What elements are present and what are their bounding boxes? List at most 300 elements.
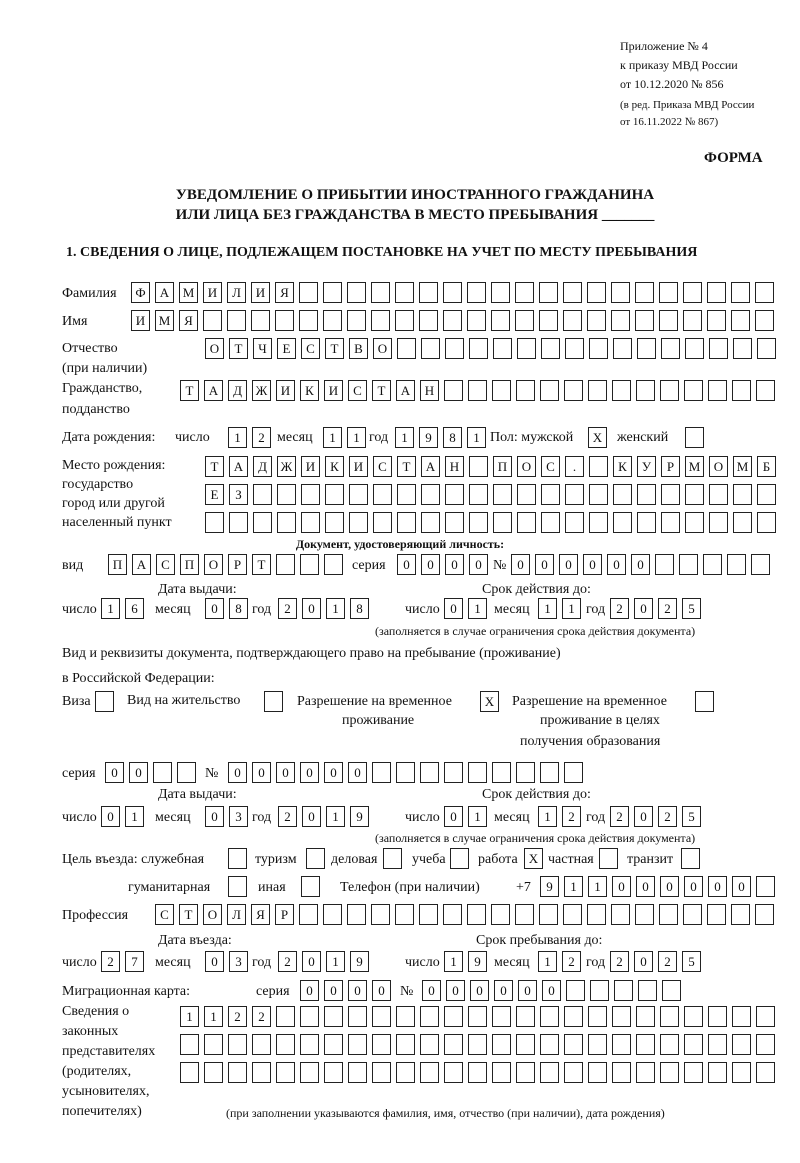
char-cell[interactable]: 0 — [446, 980, 465, 1001]
char-cell[interactable]: Т — [205, 456, 224, 477]
char-cell[interactable] — [563, 310, 582, 331]
id-valid-year-field[interactable] — [610, 598, 706, 619]
char-cell[interactable] — [469, 338, 488, 359]
birth-day-field[interactable] — [228, 427, 276, 448]
char-cell[interactable] — [731, 282, 750, 303]
char-cell[interactable] — [709, 484, 728, 505]
char-cell[interactable]: 0 — [518, 980, 537, 1001]
char-cell[interactable] — [732, 1006, 751, 1027]
char-cell[interactable] — [516, 1062, 535, 1083]
char-cell[interactable] — [299, 310, 318, 331]
char-cell[interactable] — [180, 1034, 199, 1055]
char-cell[interactable] — [703, 554, 722, 575]
char-cell[interactable]: 0 — [636, 876, 655, 897]
char-cell[interactable] — [588, 1062, 607, 1083]
char-cell[interactable]: О — [203, 904, 222, 925]
char-cell[interactable] — [301, 876, 320, 897]
char-cell[interactable] — [517, 512, 536, 533]
char-cell[interactable] — [300, 554, 319, 575]
sex-male-checkbox[interactable] — [588, 427, 612, 448]
char-cell[interactable]: К — [300, 380, 319, 401]
char-cell[interactable] — [587, 310, 606, 331]
char-cell[interactable] — [660, 1006, 679, 1027]
char-cell[interactable]: 9 — [350, 951, 369, 972]
char-cell[interactable]: 1 — [323, 427, 342, 448]
stay-month-field[interactable] — [538, 951, 586, 972]
char-cell[interactable]: З — [229, 484, 248, 505]
char-cell[interactable] — [228, 848, 247, 869]
char-cell[interactable]: 0 — [300, 980, 319, 1001]
char-cell[interactable]: 0 — [105, 762, 124, 783]
char-cell[interactable] — [516, 380, 535, 401]
char-cell[interactable] — [421, 512, 440, 533]
char-cell[interactable]: 0 — [372, 980, 391, 1001]
char-cell[interactable]: 1 — [204, 1006, 223, 1027]
char-cell[interactable] — [566, 980, 585, 1001]
char-cell[interactable] — [613, 484, 632, 505]
char-cell[interactable] — [397, 512, 416, 533]
char-cell[interactable] — [253, 484, 272, 505]
char-cell[interactable] — [541, 512, 560, 533]
right-valid-month-field[interactable] — [538, 806, 586, 827]
char-cell[interactable] — [708, 1006, 727, 1027]
char-cell[interactable]: 1 — [125, 806, 144, 827]
char-cell[interactable] — [755, 282, 774, 303]
char-cell[interactable] — [492, 1006, 511, 1027]
char-cell[interactable]: С — [541, 456, 560, 477]
char-cell[interactable] — [637, 512, 656, 533]
char-cell[interactable]: К — [613, 456, 632, 477]
char-cell[interactable] — [589, 484, 608, 505]
char-cell[interactable] — [204, 1034, 223, 1055]
char-cell[interactable] — [708, 1062, 727, 1083]
char-cell[interactable] — [444, 380, 463, 401]
char-cell[interactable]: 1 — [588, 876, 607, 897]
char-cell[interactable] — [751, 554, 770, 575]
char-cell[interactable] — [684, 1062, 703, 1083]
char-cell[interactable] — [348, 1062, 367, 1083]
char-cell[interactable] — [468, 1034, 487, 1055]
char-cell[interactable]: 5 — [682, 806, 701, 827]
char-cell[interactable]: 0 — [469, 554, 488, 575]
char-cell[interactable]: Н — [420, 380, 439, 401]
char-cell[interactable]: 0 — [324, 980, 343, 1001]
mc-series-field[interactable] — [300, 980, 396, 1001]
char-cell[interactable]: 1 — [326, 598, 345, 619]
char-cell[interactable]: А — [396, 380, 415, 401]
char-cell[interactable]: 0 — [252, 762, 271, 783]
char-cell[interactable] — [228, 1062, 247, 1083]
char-cell[interactable]: Я — [275, 282, 294, 303]
char-cell[interactable] — [588, 1034, 607, 1055]
char-cell[interactable]: Л — [227, 904, 246, 925]
char-cell[interactable] — [443, 904, 462, 925]
char-cell[interactable]: 0 — [421, 554, 440, 575]
char-cell[interactable] — [587, 282, 606, 303]
right-issue-year-field[interactable] — [278, 806, 374, 827]
char-cell[interactable] — [660, 1062, 679, 1083]
char-cell[interactable]: X — [480, 691, 499, 712]
char-cell[interactable] — [228, 876, 247, 897]
char-cell[interactable] — [612, 1034, 631, 1055]
char-cell[interactable] — [203, 310, 222, 331]
char-cell[interactable] — [420, 1062, 439, 1083]
char-cell[interactable] — [516, 1006, 535, 1027]
char-cell[interactable]: 1 — [538, 806, 557, 827]
char-cell[interactable] — [588, 1006, 607, 1027]
stay-year-field[interactable] — [610, 951, 706, 972]
residence-permit-checkbox[interactable] — [264, 691, 288, 712]
char-cell[interactable]: С — [155, 904, 174, 925]
char-cell[interactable] — [492, 762, 511, 783]
char-cell[interactable]: 0 — [511, 554, 530, 575]
char-cell[interactable] — [277, 512, 296, 533]
char-cell[interactable] — [348, 1034, 367, 1055]
char-cell[interactable]: . — [565, 456, 584, 477]
char-cell[interactable]: М — [179, 282, 198, 303]
char-cell[interactable]: 3 — [229, 806, 248, 827]
char-cell[interactable] — [661, 338, 680, 359]
char-cell[interactable]: Ф — [131, 282, 150, 303]
char-cell[interactable]: 0 — [660, 876, 679, 897]
char-cell[interactable]: 0 — [101, 806, 120, 827]
char-cell[interactable]: И — [349, 456, 368, 477]
char-cell[interactable] — [563, 904, 582, 925]
char-cell[interactable] — [564, 380, 583, 401]
char-cell[interactable]: 0 — [634, 951, 653, 972]
char-cell[interactable] — [636, 1006, 655, 1027]
char-cell[interactable] — [300, 1034, 319, 1055]
char-cell[interactable] — [468, 762, 487, 783]
char-cell[interactable]: 2 — [610, 598, 629, 619]
char-cell[interactable] — [467, 904, 486, 925]
char-cell[interactable]: М — [685, 456, 704, 477]
char-cell[interactable]: О — [373, 338, 392, 359]
char-cell[interactable] — [517, 338, 536, 359]
char-cell[interactable] — [420, 1006, 439, 1027]
char-cell[interactable] — [299, 904, 318, 925]
char-cell[interactable]: И — [324, 380, 343, 401]
char-cell[interactable] — [635, 904, 654, 925]
char-cell[interactable] — [493, 484, 512, 505]
char-cell[interactable] — [637, 338, 656, 359]
id-valid-day-field[interactable] — [444, 598, 492, 619]
char-cell[interactable] — [757, 512, 776, 533]
char-cell[interactable]: 2 — [562, 806, 581, 827]
char-cell[interactable]: Я — [251, 904, 270, 925]
char-cell[interactable] — [372, 1006, 391, 1027]
char-cell[interactable] — [445, 338, 464, 359]
char-cell[interactable] — [383, 848, 402, 869]
char-cell[interactable] — [395, 310, 414, 331]
char-cell[interactable]: 2 — [101, 951, 120, 972]
char-cell[interactable]: 8 — [229, 598, 248, 619]
char-cell[interactable] — [636, 1034, 655, 1055]
char-cell[interactable] — [731, 904, 750, 925]
char-cell[interactable] — [396, 1034, 415, 1055]
char-cell[interactable] — [660, 380, 679, 401]
char-cell[interactable] — [709, 512, 728, 533]
edu-permit-checkbox[interactable] — [695, 691, 719, 712]
char-cell[interactable]: 2 — [278, 598, 297, 619]
char-cell[interactable]: 0 — [631, 554, 650, 575]
char-cell[interactable] — [515, 904, 534, 925]
surname-field[interactable] — [131, 282, 779, 303]
char-cell[interactable]: 0 — [422, 980, 441, 1001]
char-cell[interactable]: 0 — [542, 980, 561, 1001]
char-cell[interactable] — [468, 1062, 487, 1083]
patronymic-field[interactable] — [205, 338, 781, 359]
char-cell[interactable] — [443, 310, 462, 331]
reps-field-row2[interactable] — [180, 1034, 780, 1055]
char-cell[interactable]: 1 — [467, 427, 486, 448]
char-cell[interactable] — [732, 1034, 751, 1055]
char-cell[interactable] — [708, 1034, 727, 1055]
char-cell[interactable] — [661, 484, 680, 505]
char-cell[interactable] — [372, 1034, 391, 1055]
char-cell[interactable] — [276, 554, 295, 575]
char-cell[interactable]: А — [155, 282, 174, 303]
char-cell[interactable] — [611, 282, 630, 303]
char-cell[interactable]: Ч — [253, 338, 272, 359]
char-cell[interactable] — [421, 338, 440, 359]
char-cell[interactable] — [661, 512, 680, 533]
char-cell[interactable] — [468, 1006, 487, 1027]
char-cell[interactable] — [563, 282, 582, 303]
char-cell[interactable] — [469, 512, 488, 533]
char-cell[interactable]: Р — [228, 554, 247, 575]
char-cell[interactable] — [612, 380, 631, 401]
char-cell[interactable]: 0 — [205, 598, 224, 619]
char-cell[interactable] — [373, 512, 392, 533]
char-cell[interactable]: 0 — [684, 876, 703, 897]
char-cell[interactable]: 1 — [326, 806, 345, 827]
char-cell[interactable]: 0 — [129, 762, 148, 783]
char-cell[interactable] — [756, 380, 775, 401]
char-cell[interactable] — [589, 456, 608, 477]
char-cell[interactable]: Р — [275, 904, 294, 925]
phone-field[interactable] — [540, 876, 780, 897]
char-cell[interactable]: 2 — [658, 598, 677, 619]
char-cell[interactable]: Т — [397, 456, 416, 477]
char-cell[interactable] — [733, 338, 752, 359]
char-cell[interactable] — [419, 310, 438, 331]
char-cell[interactable] — [708, 380, 727, 401]
char-cell[interactable] — [684, 1006, 703, 1027]
char-cell[interactable]: В — [349, 338, 368, 359]
char-cell[interactable]: 2 — [252, 1006, 271, 1027]
char-cell[interactable]: 0 — [300, 762, 319, 783]
char-cell[interactable] — [299, 282, 318, 303]
char-cell[interactable]: И — [251, 282, 270, 303]
char-cell[interactable]: И — [301, 456, 320, 477]
char-cell[interactable]: 1 — [468, 598, 487, 619]
purpose-work-checkbox[interactable] — [524, 848, 548, 869]
char-cell[interactable] — [659, 904, 678, 925]
char-cell[interactable] — [253, 512, 272, 533]
char-cell[interactable] — [372, 762, 391, 783]
char-cell[interactable] — [397, 484, 416, 505]
char-cell[interactable] — [493, 512, 512, 533]
char-cell[interactable]: 0 — [612, 876, 631, 897]
char-cell[interactable] — [325, 512, 344, 533]
char-cell[interactable] — [325, 484, 344, 505]
char-cell[interactable]: Ж — [277, 456, 296, 477]
char-cell[interactable]: 9 — [540, 876, 559, 897]
char-cell[interactable]: О — [517, 456, 536, 477]
id-issue-year-field[interactable] — [278, 598, 374, 619]
id-series-field[interactable] — [397, 554, 493, 575]
id-issue-day-field[interactable] — [101, 598, 149, 619]
right-issue-month-field[interactable] — [205, 806, 253, 827]
char-cell[interactable] — [564, 1062, 583, 1083]
char-cell[interactable] — [444, 1034, 463, 1055]
char-cell[interactable]: 0 — [445, 554, 464, 575]
char-cell[interactable] — [727, 554, 746, 575]
char-cell[interactable] — [371, 282, 390, 303]
char-cell[interactable] — [467, 310, 486, 331]
char-cell[interactable] — [227, 310, 246, 331]
char-cell[interactable]: П — [108, 554, 127, 575]
citizenship-field[interactable] — [180, 380, 780, 401]
char-cell[interactable] — [707, 282, 726, 303]
char-cell[interactable]: 3 — [229, 951, 248, 972]
char-cell[interactable] — [395, 904, 414, 925]
char-cell[interactable] — [539, 282, 558, 303]
char-cell[interactable] — [539, 310, 558, 331]
char-cell[interactable] — [347, 282, 366, 303]
birth-year-field[interactable] — [395, 427, 491, 448]
char-cell[interactable]: 8 — [350, 598, 369, 619]
char-cell[interactable] — [614, 980, 633, 1001]
char-cell[interactable] — [493, 338, 512, 359]
char-cell[interactable] — [589, 338, 608, 359]
char-cell[interactable] — [445, 484, 464, 505]
birthplace-field-row3[interactable] — [205, 512, 781, 533]
char-cell[interactable] — [541, 484, 560, 505]
char-cell[interactable] — [565, 484, 584, 505]
char-cell[interactable] — [324, 1034, 343, 1055]
purpose-other-checkbox[interactable] — [301, 876, 325, 897]
char-cell[interactable] — [420, 1034, 439, 1055]
char-cell[interactable] — [419, 904, 438, 925]
char-cell[interactable]: X — [588, 427, 607, 448]
char-cell[interactable] — [589, 512, 608, 533]
char-cell[interactable]: 0 — [205, 806, 224, 827]
char-cell[interactable] — [757, 484, 776, 505]
char-cell[interactable] — [599, 848, 618, 869]
char-cell[interactable]: С — [301, 338, 320, 359]
char-cell[interactable]: О — [204, 554, 223, 575]
right-issue-day-field[interactable] — [101, 806, 149, 827]
char-cell[interactable]: 0 — [302, 951, 321, 972]
char-cell[interactable] — [684, 1034, 703, 1055]
char-cell[interactable] — [756, 1062, 775, 1083]
char-cell[interactable] — [396, 1062, 415, 1083]
char-cell[interactable] — [733, 512, 752, 533]
char-cell[interactable]: С — [348, 380, 367, 401]
char-cell[interactable] — [707, 310, 726, 331]
char-cell[interactable]: 2 — [228, 1006, 247, 1027]
char-cell[interactable] — [492, 380, 511, 401]
char-cell[interactable]: 8 — [443, 427, 462, 448]
char-cell[interactable] — [252, 1062, 271, 1083]
char-cell[interactable] — [565, 338, 584, 359]
char-cell[interactable] — [587, 904, 606, 925]
char-cell[interactable] — [276, 1034, 295, 1055]
char-cell[interactable] — [611, 904, 630, 925]
profession-field[interactable] — [155, 904, 779, 925]
char-cell[interactable] — [323, 904, 342, 925]
char-cell[interactable]: Т — [372, 380, 391, 401]
stay-day-field[interactable] — [444, 951, 492, 972]
char-cell[interactable] — [685, 512, 704, 533]
char-cell[interactable]: О — [709, 456, 728, 477]
char-cell[interactable] — [590, 980, 609, 1001]
char-cell[interactable] — [300, 1062, 319, 1083]
char-cell[interactable] — [679, 554, 698, 575]
purpose-official-checkbox[interactable] — [228, 848, 252, 869]
reps-field-row1[interactable] — [180, 1006, 780, 1027]
char-cell[interactable]: 7 — [125, 951, 144, 972]
char-cell[interactable] — [683, 904, 702, 925]
char-cell[interactable]: А — [229, 456, 248, 477]
char-cell[interactable] — [540, 1006, 559, 1027]
char-cell[interactable]: 0 — [444, 598, 463, 619]
char-cell[interactable]: 0 — [228, 762, 247, 783]
char-cell[interactable]: 2 — [278, 806, 297, 827]
char-cell[interactable] — [324, 1062, 343, 1083]
char-cell[interactable] — [153, 762, 172, 783]
char-cell[interactable] — [491, 904, 510, 925]
purpose-transit-checkbox[interactable] — [681, 848, 705, 869]
char-cell[interactable] — [349, 512, 368, 533]
entry-month-field[interactable] — [205, 951, 253, 972]
char-cell[interactable] — [755, 904, 774, 925]
char-cell[interactable] — [565, 512, 584, 533]
char-cell[interactable]: 1 — [347, 427, 366, 448]
char-cell[interactable] — [323, 282, 342, 303]
char-cell[interactable]: Л — [227, 282, 246, 303]
char-cell[interactable] — [695, 691, 714, 712]
char-cell[interactable] — [683, 282, 702, 303]
char-cell[interactable] — [638, 980, 657, 1001]
char-cell[interactable] — [324, 554, 343, 575]
char-cell[interactable]: 1 — [444, 951, 463, 972]
purpose-study-checkbox[interactable] — [450, 848, 474, 869]
char-cell[interactable]: X — [524, 848, 543, 869]
char-cell[interactable]: А — [204, 380, 223, 401]
char-cell[interactable]: Б — [757, 456, 776, 477]
char-cell[interactable] — [515, 282, 534, 303]
char-cell[interactable]: 6 — [125, 598, 144, 619]
char-cell[interactable]: 1 — [228, 427, 247, 448]
char-cell[interactable]: У — [637, 456, 656, 477]
char-cell[interactable] — [348, 1006, 367, 1027]
char-cell[interactable]: П — [493, 456, 512, 477]
char-cell[interactable]: 0 — [708, 876, 727, 897]
char-cell[interactable]: И — [131, 310, 150, 331]
char-cell[interactable]: 1 — [538, 598, 557, 619]
char-cell[interactable]: 0 — [348, 980, 367, 1001]
char-cell[interactable] — [469, 456, 488, 477]
char-cell[interactable] — [469, 484, 488, 505]
id-kind-field[interactable] — [108, 554, 348, 575]
char-cell[interactable] — [277, 484, 296, 505]
char-cell[interactable]: 1 — [180, 1006, 199, 1027]
char-cell[interactable]: 1 — [562, 598, 581, 619]
char-cell[interactable] — [419, 282, 438, 303]
